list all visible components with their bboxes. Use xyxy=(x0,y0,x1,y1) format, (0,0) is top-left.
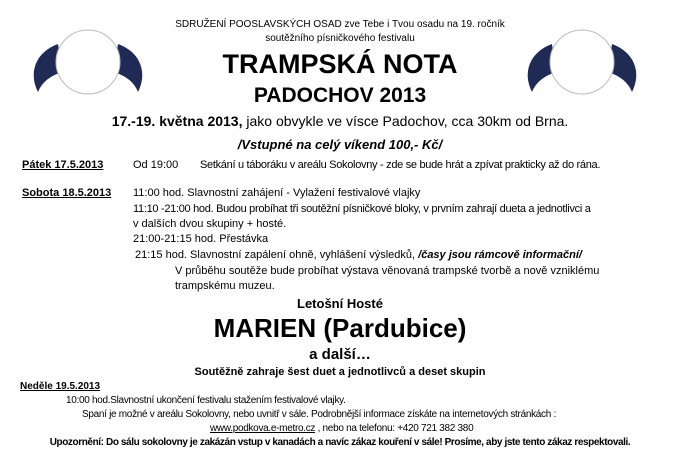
saturday-line-7: trampskému muzeu. xyxy=(175,280,275,292)
festival-title: TRAMPSKÁ NOTA xyxy=(222,49,458,79)
date-location: jako obvykle ve víscе Padochov, cca 30km od Brna. xyxy=(242,113,569,129)
saturday-line-3: v dalších dvou skupiny + hosté. xyxy=(133,218,287,230)
date-range: 17.-19. května 2013, xyxy=(111,113,243,129)
guests-heading: Letošní Hosté xyxy=(297,296,383,311)
ceremony-text: 21:15 hod. Slavnostní zapálení ohně, vyhlášení výsledků, xyxy=(135,249,419,261)
festival-subtitle: PADOCHOV 2013 xyxy=(253,84,427,107)
festival-dates xyxy=(0,113,680,129)
friday-text: Setkání u táboráku v areálu Sokolovny - zde se bude hrát a zpívat prakticky až do rána. xyxy=(200,159,601,171)
saturday-line-4: 21:00-21:15 hod. Přestávka xyxy=(133,233,269,245)
saturday-line-2: 11:10 -21:00 hod. Budou probíhat tři soutěžní písničkové bloky, v prvním zahrají dueta a jednotlivci a xyxy=(133,203,591,215)
saturday-line-1: 11:00 hod. Slavnostní zahájení - Vylažení festivalové vlajky xyxy=(133,187,421,199)
friday-day: Pátek 17.5.2013 xyxy=(22,159,104,171)
admission-price: /Vstupné na celý víkend 100,- Kč/ xyxy=(237,137,443,152)
sunday-line-2: Spaní je možné v areálu Sokolovny, nebo uvnitř v sále. Podrobnější informace získáte na internetových stránkách : xyxy=(82,409,556,420)
phone-contact: , nebo na telefonu: +420 721 382 380 xyxy=(315,423,474,434)
notice: Upozornění: Do sálu sokolovny je zakázán vstup v kanadách a navíc zákaz kouření v sále! Prosíme, aby jste tento zákaz respektovali. xyxy=(49,437,631,448)
saturday-line-6: V průběhu soutěže bude probíhat výstava věnovaná trampské tvorbě a nově vzniklému xyxy=(175,265,600,277)
intro-line-1: SDRUŽENÍ POOSLAVSKÝCH OSAD zve Tebe i Tvou osadu na 19. ročník xyxy=(175,19,505,30)
sunday-day: Neděle 19.5.2013 xyxy=(20,381,101,392)
times-disclaimer: /časy jsou rámcově informační/ xyxy=(418,249,582,261)
saturday-day: Sobota 18.5.2013 xyxy=(22,187,112,199)
intro-line-2: soutěžního písničkového festivalu xyxy=(265,33,415,44)
main-guest: MARIEN (Pardubice) xyxy=(213,313,467,343)
sunday-line-1: 10:00 hod.Slavnostní ukončení festivalu stažením festivalové vlajky. xyxy=(66,395,346,406)
sunday-contact xyxy=(210,423,473,434)
more-guests: a další… xyxy=(309,346,371,363)
competitors-info: Soutěžně zahraje šest duet a jednotlivců a deset skupin xyxy=(194,366,486,378)
friday-time: Od 19:00 xyxy=(133,159,179,171)
saturday-line-5 xyxy=(135,249,582,261)
website-link[interactable]: www.podkova.e-metro.cz xyxy=(210,423,316,434)
